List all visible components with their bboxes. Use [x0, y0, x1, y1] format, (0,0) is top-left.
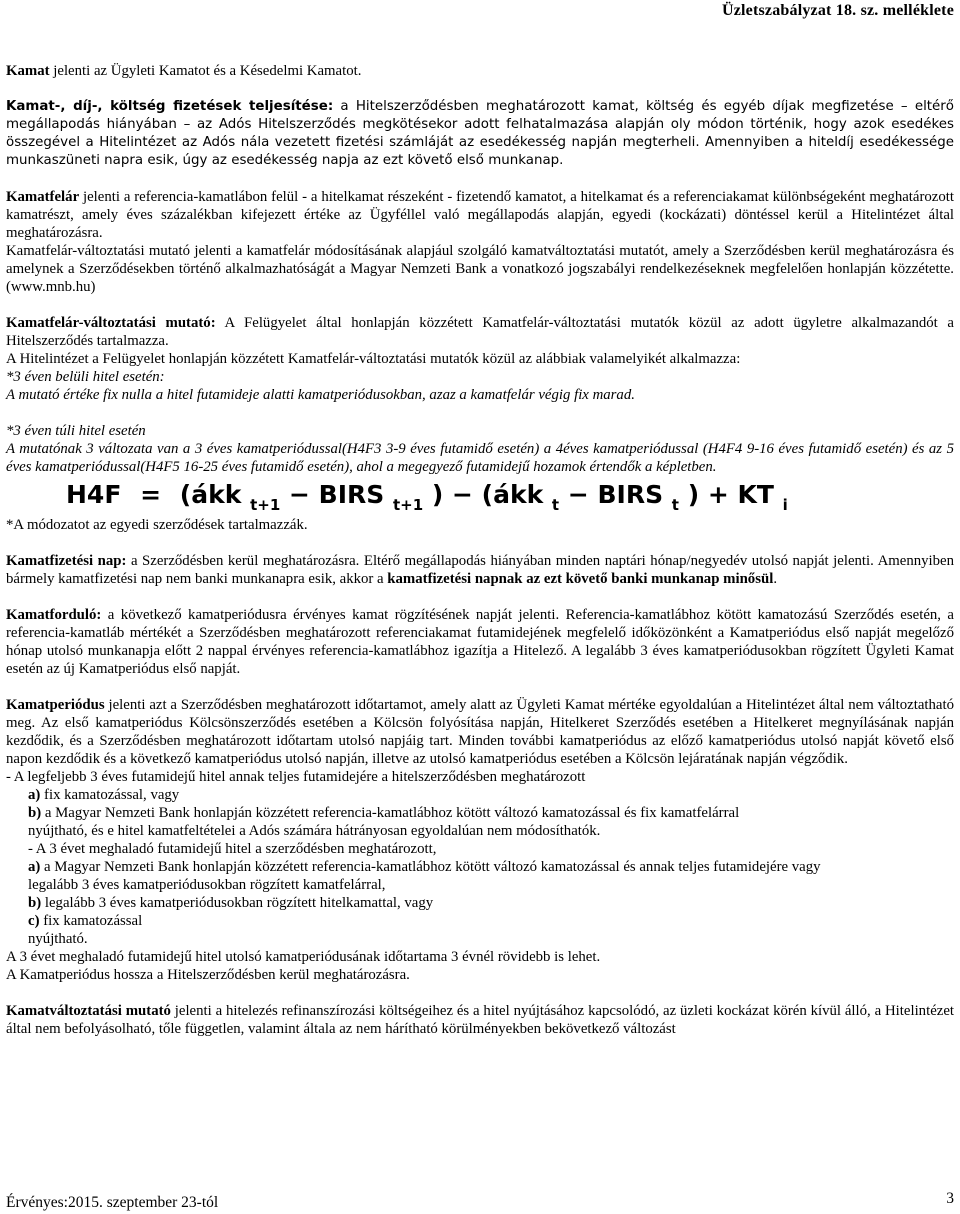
formula-sub5: i: [782, 496, 788, 514]
kamatfelar-text: jelenti a referencia-kamatlábon felül - a hitelkamat részeként - fizetendő kamatot, a hitelkamat és a referenciakamat különbségeként meghatározott kamatrészt, amely éves százalékban kifejezett értéke az Ügyféllel való megállapodás alapján, egyedi (kockázati) döntéssel kerül a Hitelintézet által meghatározásra.: [6, 189, 954, 241]
validity-footer: Érvényes:2015. szeptember 23-tól: [6, 1194, 219, 1211]
document-header: Üzletszabályzat 18. sz. melléklete: [721, 2, 954, 19]
kamatfelar-paragraph-2: Kamatfelár-változtatási mutató jelenti a kamatfelár módosításának alapjául szolgáló kamatváltoztatási mutatót, amely a Szerződésben kerül meghatározásra és amelynek a Szerződésekben történő alkalmazhatóságát a Magyar Nemzeti Bank a vonatkozó jogszabályi rendelkezéseknek megfelelően honlapján közzétette. (www.mnb.hu): [6, 243, 954, 295]
fizetesi-nap-text: a Szerződésben kerül meghatározásra. Eltérő megállapodás hiányában minden naptári hónap/negyedév utolsó napját jelenti. Amennyiben bármely kamatfizetési nap nem banki munkanapra esik, akkor a: [6, 553, 954, 587]
formula-minus1: − BIRS: [288, 480, 385, 509]
valtoztatasi-text: jelenti a hitelezés refinanszírozási költségeihez és a hitel nyújtásához kapcsolódó, az üzleti kockázat körén kívül álló, a Hitelintézet által nem befolyásolható, tőle független, valamint általa az nem hárítható körülményekben bekövetkező változást: [6, 1003, 955, 1037]
under3-title: *3 éven belüli hitel esetén:: [6, 369, 165, 385]
periodus-b1: b) a Magyar Nemzeti Bank honlapján közzétett referencia-kamatlábhoz kötött változó kamatozással és fix kamatfelárral: [28, 805, 740, 821]
formula-sub3: t: [551, 496, 560, 514]
periodus-text: jelenti azt a Szerződésben meghatározott időtartamot, amely alatt az Ügyleti Kamat mértéke egyoldalúan a Hitelintézet által nem változtatható meg. Az első kamatperiódus Kölcsönszerződés esetében a Kölcsön folyósítása napján, Hitelkeret Szerződés esetében a Hitelkeret megnyílásának napján kezdődik, és a Szerződésben meghatározott időtartam utolsó napjáig tart. Minden további kamatperiódus az előző kamatperiódus utolsó napját követő első napon kezdődik és a következő kamatperiódus utolsó napján, illetve az utolsó kamatperiódus esetében a Kölcsön lejáratának napján végződik.: [6, 697, 954, 767]
periodus-b1-cont: nyújtható, és e hitel kamatfeltételei a Adós számára hátrányosan egyoldalúan nem módosíthatók.: [28, 823, 601, 839]
fizetesi-nap-paragraph: Kamatfizetési nap: a Szerződésben kerül meghatározásra. Eltérő megállapodás hiányában minden naptári hónap/negyedév utolsó napját jelenti. Amennyiben bármely kamatfizetési nap nem banki munkanapra esik, akkor a kamatfizetési napnak az ezt követő banki munkanap minősül.: [6, 553, 954, 587]
periodus-line2: - A 3 évet meghaladó futamidejű hitel a szerződésben meghatározott,: [28, 841, 437, 857]
payments-term: Kamat-, díj-, költség fizetések teljesítése:: [6, 99, 334, 114]
formula-lhs: H4F: [66, 480, 122, 509]
fordulo-term: Kamatforduló:: [6, 607, 102, 623]
payments-paragraph: [6, 98, 954, 170]
svg-text:H4F = (ákk: [66, 480, 788, 516]
formula-graphic: [66, 476, 788, 516]
periodus-a1: a) fix kamatozással, vagy: [28, 787, 180, 803]
formula-part3: ) + KT: [687, 480, 774, 509]
fordulo-paragraph: [6, 606, 954, 678]
formula-part1: (ákk: [179, 480, 242, 509]
mutato-paragraph: [6, 314, 954, 350]
fizetesi-nap-term: Kamatfizetési nap:: [6, 553, 127, 569]
periodus-c2-cont: nyújtható.: [28, 931, 88, 947]
page-number: 3: [946, 1190, 954, 1207]
formula-sub1: t+1: [250, 496, 281, 514]
kamatfelar-term: Kamatfelár: [6, 189, 80, 205]
periodus-c2: c) fix kamatozással: [28, 913, 143, 929]
formula-eq: =: [140, 480, 162, 509]
periodus-a2: a) a Magyar Nemzeti Bank honlapján közzétett referencia-kamatlábhoz kötött változó kamatozással és annak teljes futamidejére vagy: [28, 859, 821, 875]
mutato-note: *A módozatot az egyedi szerződések tartalmazzák.: [6, 517, 308, 533]
periodus-line4: A Kamatperiódus hossza a Hitelszerződésben kerül meghatározásra.: [6, 967, 410, 983]
formula-part2: ) − (ákk: [431, 480, 544, 509]
payments-text: a Hitelszerződésben meghatározott kamat, költség és egyéb díjak megfizetése – eltérő megállapodás hiányában – az Adós Hitelszerződés megkötésekor adott felhatalmazása alapján oly módon történik, hogy azok esedékes összegével a Hitelintézet az Adós nála vezetett fizetési számláját az esedékesség napján megterheli. Amennyiben a hiteldíj esedékessége munkaszüneti napra esik, úgy az esedékesség napja az ezt követő első munkanap.: [6, 99, 954, 168]
periodus-line3: A 3 évet meghaladó futamidejű hitel utolsó kamatperiódusának időtartama 3 évnél rövidebb is lehet.: [6, 949, 601, 965]
valtoztatasi-term: Kamatváltoztatási mutató: [6, 1003, 171, 1019]
fizetesi-nap-bold: kamatfizetési napnak az ezt követő banki munkanap minősül: [387, 571, 774, 587]
periodus-b2: b) legalább 3 éves kamatperiódusokban rögzített hitelkamattal, vagy: [28, 895, 434, 911]
periodus-term: Kamatperiódus: [6, 697, 105, 713]
valtoztatasi-paragraph: [6, 1002, 954, 1038]
kamatfelar-paragraph: [6, 188, 954, 242]
formula-minus2: − BIRS: [567, 480, 664, 509]
mutato-text: A Felügyelet által honlapján közzétett Kamatfelár-változtatási mutatók közül az adott ügyletre alkalmazandót a Hitelszerződés tartalmazza.: [6, 315, 954, 349]
formula-sub2: t+1: [392, 496, 424, 514]
periodus-line1: - A legfeljebb 3 éves futamidejű hitel annak teljes futamidejére a hitelszerződésben meghatározott: [6, 769, 586, 785]
mutato-paragraph-2: A Hitelintézet a Felügyelet honlapján közzétett Kamatfelár-változtatási mutatók közül az alábbiak valamelyikét alkalmazza:: [6, 351, 741, 367]
over3-title: *3 éven túli hitel esetén: [6, 423, 146, 439]
over3-text: A mutatónak 3 változata van a 3 éves kamatperiódussal(H4F3 3-9 éves futamidő esetén) a 4éves kamatperiódussal (H4F4 9-16 éves futamidő esetén) és az 5 éves kamatperiódussal(H4F5 16-25 éves futamidő esetén), ahol a megegyező futamidejű hozamok értendők a képletben.: [6, 441, 954, 475]
kamat-term: Kamat: [6, 63, 50, 79]
under3-text: A mutató értéke fix nulla a hitel futamideje alatti kamatperiódusokban, azaz a kamatfelár végig fix marad.: [6, 387, 635, 403]
document-body: [6, 62, 954, 1038]
periodus-a2-cont: legalább 3 éves kamatperiódusokban rögzített kamatfelárral,: [28, 877, 386, 893]
h4f-formula: [6, 476, 954, 516]
fordulo-text: a következő kamatperiódusra érvényes kamat rögzítésének napját jelenti. Referencia-kamatlábhoz kötött kamatozású Szerződés esetén, a referencia-kamatláb mértékét a Szerződésben meghatározott referenciakamat futamidejének megfelelő időközönként a Kamatperiódus első napját megelőző hónap utolsó munkanapja előtt 2 nappal érvényes referencia-kamatlábhoz igazítja a Hitelező. A legalább 3 éves kamatperiódusokban rögzített Ügyleti Kamat esetén az új Kamatperiódus első napját.: [6, 607, 954, 677]
periodus-paragraph: [6, 696, 954, 768]
kamat-text: jelenti az Ügyleti Kamatot és a Késedelmi Kamatot.: [49, 63, 362, 79]
kamat-paragraph: [6, 62, 954, 80]
formula-sub4: t: [671, 496, 679, 514]
mutato-term: Kamatfelár-változtatási mutató:: [6, 315, 216, 331]
